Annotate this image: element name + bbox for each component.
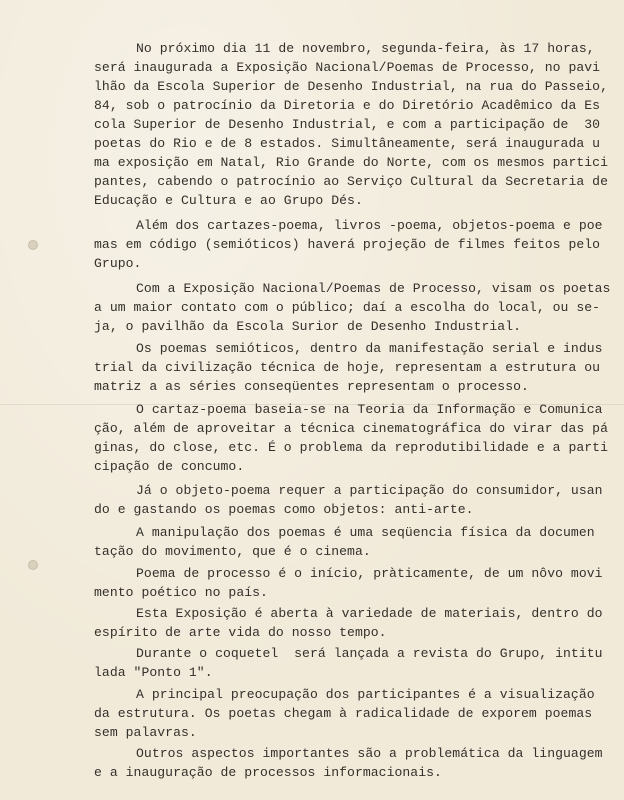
text-line: do e gastando os poemas como objetos: anti-arte. [94,502,474,517]
text-line: pantes, cabendo o patrocínio ao Serviço Cultural da Secretaria de [94,174,608,189]
text-line: ção, além de aproveitar a técnica cinematográfica do virar das pá [94,421,608,436]
text-line: tação do movimento, que é o cinema. [94,544,371,559]
text-line: da estrutura. Os poetas chegam à radicalidade de exporem poemas [94,706,593,721]
text-line: poetas do Rio e de 8 estados. Simultâneamente, será inaugurada u [94,136,601,151]
text-line: ginas, do close, etc. É o problema da reprodutibilidade e a parti [94,440,608,455]
text-line: A manipulação dos poemas é uma seqüencia física da documen [136,525,595,540]
text-line: lada "Ponto 1". [94,665,213,680]
text-line: Grupo. [94,256,142,271]
text-line: O cartaz-poema baseia-se na Teoria da Informação e Comunica [136,402,603,417]
text-line: Esta Exposição é aberta à variedade de materiais, dentro do [136,606,603,621]
text-line: Durante o coquetel será lançada a revista do Grupo, intitu [136,646,603,661]
text-line: Com a Exposição Nacional/Poemas de Processo, visam os poetas [136,281,611,296]
text-line: será inaugurada a Exposição Nacional/Poemas de Processo, no pavi [94,60,601,75]
text-line: ja, o pavilhão da Escola Surior de Desenho Industrial. [94,319,522,334]
text-line: No próximo dia 11 de novembro, segunda-feira, às 17 horas, [136,41,595,56]
text-line: matriz a as séries conseqüentes representam o processo. [94,379,529,394]
text-line: mento poético no país. [94,585,268,600]
text-line: trial da civilização técnica de hoje, representam a estrutura ou [94,360,601,375]
text-line: e a inauguração de processos informacionais. [94,765,442,780]
punch-hole [28,560,38,570]
text-line: mas em código (semióticos) haverá projeção de filmes feitos pelo [94,237,601,252]
text-line: 84, sob o patrocínio da Diretoria e do Diretório Acadêmico da Es [94,98,601,113]
text-line: sem palavras. [94,725,197,740]
text-line: espírito de arte vida do nosso tempo. [94,625,387,640]
text-line: Poema de processo é o início, pràticamente, de um nôvo movi [136,566,603,581]
text-line: Já o objeto-poema requer a participação do consumidor, usan [136,483,603,498]
text-line: A principal preocupação dos participantes é a visualização [136,687,595,702]
text-line: a um maior contato com o público; daí a escolha do local, ou se- [94,300,601,315]
text-line: Educação e Cultura e ao Grupo Dés. [94,193,363,208]
text-line: cola Superior de Desenho Industrial, e com a participação de 30 [94,117,601,132]
text-line: Outros aspectos importantes são a problemática da linguagem [136,746,603,761]
text-line: ma exposição em Natal, Rio Grande do Norte, com os mesmos partici [94,155,608,170]
text-line: Os poemas semióticos, dentro da manifestação serial e indus [136,341,603,356]
punch-hole [28,240,38,250]
text-line: Além dos cartazes-poema, livros -poema, objetos-poema e poe [136,218,603,233]
text-line: cipação de concumo. [94,459,245,474]
text-line: lhão da Escola Superior de Desenho Industrial, na rua do Passeio, [94,79,608,94]
